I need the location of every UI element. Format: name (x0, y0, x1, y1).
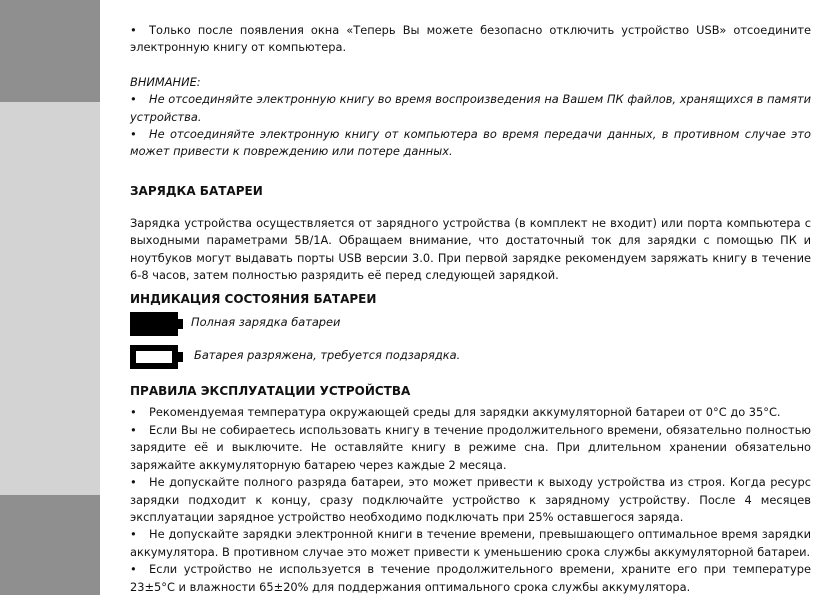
sidebar-bottom-block (0, 495, 100, 595)
charging-text: Зарядка устройства осуществляется от зарядного устройства (в комплект не входит) или порта компьютера с выходными параметрами 5В/1А. Обращаем внимание, что достаточный ток для зарядки с помощью ПК и ноутбуков могут выдавать порты USB версии 3.0. При первой зарядке рекомендуем заряжать книгу в течение 6-8 часов, затем полностью разрядить её перед следующей зарядкой. (130, 215, 811, 283)
rules-item: • Если Вы не собираетесь использовать книгу в течение продолжительного времени, обязательно полностью зарядите её и выключите. Не оставляйте книгу в режиме сна. При длительном хранении обязательно заряжайте аккумуляторную батарею через каждые 2 месяца. (130, 422, 811, 472)
battery-full-row (130, 308, 811, 338)
battery-empty-row (130, 341, 811, 371)
battery-full-icon (130, 312, 184, 336)
sidebar-top-block (0, 0, 100, 102)
battery-empty-icon (130, 345, 184, 369)
warning-item: • Не отсоединяйте электронную книгу во время воспроизведения на Вашем ПК файлов, хранящихся в памяти устройства. (130, 92, 811, 124)
rules-item: • Не допускайте полного разряда батареи, это может привести к выходу устройства из строя. Когда ресурс зарядки подходит к концу, сразу подключайте устройство к зарядному устройству. После 4 месяцев эксплуатации зарядное устройство необходимо подключать при 25% оставшегося заряда. (130, 475, 811, 524)
warning-title: ВНИМАНИЕ: (130, 74, 201, 89)
battery-heading: ИНДИКАЦИЯ СОСТОЯНИЯ БАТАРЕИ (130, 292, 377, 307)
rules-item: • Не допускайте зарядки электронной книги в течение времени, превышающего оптимальное время зарядки аккумулятора. В противном случае это может привести к уменьшению срока службы аккумуляторной батареи. (130, 527, 811, 559)
battery-empty-label: Батарея разряжена, требуется подзарядка. (194, 348, 461, 363)
battery-full-label: Полная зарядка батареи (191, 315, 341, 330)
rules-heading: ПРАВИЛА ЭКСПЛУАТАЦИИ УСТРОЙСТВА (130, 384, 411, 399)
sidebar-middle-block (0, 102, 100, 495)
intro-bullet: • Только после появления окна «Теперь Вы можете безопасно отключить устройство USB» отсоедините электронную книгу от компьютера. (130, 23, 811, 55)
manual-content (130, 22, 811, 596)
rules-item: • Рекомендуемая температура окружающей среды для зарядки аккумуляторной батареи от 0°С до 35°С. (130, 405, 781, 420)
charging-heading: ЗАРЯДКА БАТАРЕИ (130, 183, 263, 198)
rules-item: • Если устройство не используется в течение продолжительного времени, храните его при температуре 23±5°С и влажности 65±20% для поддержания оптимального срока службы аккумулятора. (130, 562, 811, 594)
warning-item: • Не отсоединяйте электронную книгу от компьютера во время передачи данных, в противном случае это может привести к повреждению или потере данных. (130, 127, 811, 159)
